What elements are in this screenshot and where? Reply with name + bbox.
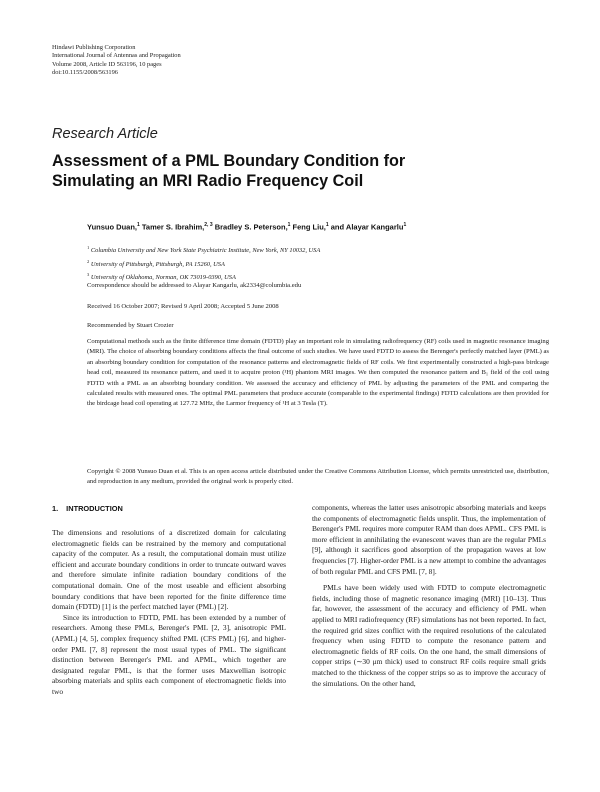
author-name: Alayar Kangarlu	[345, 222, 404, 232]
journal-line: International Journal of Antennas and Propagation	[52, 52, 181, 60]
correspondence: Correspondence should be addressed to Alayar Kangarlu, ak2334@columbia.edu	[87, 282, 302, 289]
author-affiliation-mark: 1	[137, 222, 140, 228]
section-title: INTRODUCTION	[66, 504, 123, 513]
author-name: Tamer S. Ibrahim,	[141, 222, 205, 232]
affiliation	[87, 243, 320, 257]
author-list	[87, 222, 406, 232]
author-affiliation-mark: 1	[403, 222, 407, 228]
body-column-left	[52, 528, 286, 698]
section-heading	[52, 504, 123, 513]
author-affiliation-mark: 1	[287, 222, 291, 228]
volume-line: Volume 2008, Article ID 563196, 10 pages	[52, 60, 162, 68]
affiliation-list	[87, 243, 320, 284]
received-dates: Received 16 October 2007; Revised 9 April 2008; Accepted 5 June 2008	[87, 303, 279, 310]
author-name: Yunsuo Duan,	[87, 222, 138, 232]
affiliation-mark: 1	[87, 245, 90, 250]
affiliation-mark: 2	[87, 258, 90, 264]
body-paragraph: Since its introduction to FDTD, PML has been extended by a number of researchers. Among these PMLs, Berenger's PML [2, 3], anisotropic PML (APML) [4, 5], complex frequency shifted PML (CFS PML) [6], and higher-order PML [7, 8] represent the most usual types of PML. The significant distinction between Berenger's PML and APML, which together are designated regular PML, is that the former uses Maxwellian isotropic absorbing materials and splits each component of electromagnetic fields into two	[52, 612, 286, 696]
abstract: Computational methods such as the finite difference time domain (FDTD) play an important role in simulating radiofrequency (RF) coils used in magnetic resonance imaging (MRI). The choice of absorbing boundary conditions affects the final outcome of such studies. We have used FDTD to assess the Berenger's perfectly matched layer (PML) as an absorbing boundary condition for computation of the resonance patterns and electromagnetic fields of RF coils. We first experimentally constructed a high-pass birdcage head coil, measured its resonance pattern, and used it to acquire proton (¹H) phantom MRI images. We then computed the resonance pattern and B₁ field of the coil using FDTD with a PML as an absorbing boundary condition. We assessed the accuracy and efficiency of PML by adjusting the parameters of the PML and comparing the calculated results with measured ones. The optimal PML parameters that produce accurate (comparable to the experimental findings) FDTD calculations are then provided for the birdcage head coil operating at 127.72 MHz, the Larmor frequency of ¹H at 3 Tesla (T).	[87, 338, 549, 408]
author-name: Bradley S. Peterson,	[214, 222, 288, 232]
body-paragraph: components, whereas the latter uses anisotropic absorbing materials and keeps the components of electromagnetic fields unsplit. Thus, the implementation of Berenger's PML requires more computer RAM than does APML. CFS PML is more efficient in annihilating the evanescent waves than are the regular PMLs [9], although it sacrifices good absorption of the propagation waves at low frequencies [7]. Higher-order PML is a new attempt to combine the advantages of both regular PML and CFS PML [7, 8].	[312, 503, 546, 576]
affiliation	[87, 257, 320, 271]
affiliation-text: University of Oklahoma, Norman, OK 73019-0390, USA	[90, 274, 236, 282]
title-line-2: Simulating an MRI Radio Frequency Coil	[52, 172, 364, 190]
publisher-line: Hindawi Publishing Corporation	[52, 44, 136, 51]
article-type: Research Article	[52, 126, 158, 142]
affiliation-text: University of Pittsburgh, Pittsburgh, PA 15260, USA	[90, 260, 225, 268]
section-number: 1.	[52, 504, 59, 513]
article-title	[52, 151, 532, 191]
affiliation-mark: 3	[87, 272, 90, 278]
author-affiliation-mark: 1	[325, 222, 329, 228]
body-column-right	[312, 503, 546, 689]
affiliation-text: Columbia University and New York State Psychiatric Institute, New York, NY 10032, USA	[90, 247, 321, 255]
journal-header	[52, 44, 181, 78]
recommended-by: Recommended by Stuart Crozier	[87, 322, 174, 329]
copyright-notice: Copyright © 2008 Yunsuo Duan et al. This is an open access article distributed under the Creative Commons Attribution License, which permits unrestricted use, distribution, and reproduction in any medium, provided the original work is properly cited.	[87, 468, 549, 486]
doi-line: doi:10.1155/2008/563196	[52, 69, 118, 77]
body-paragraph: The dimensions and resolutions of a discretized domain for calculating electromagnetic fields can be restrained by the memory and computational capacity of the computer. As a result, the computational domain must utilize efficient and accurate boundary conditions in order to truncate outward waves and therefore simulate infinite radiation boundary conditions of the computational domain. One of the most useable and efficient absorbing boundary conditions that have been reported for the finite difference time domain (FDTD) [1] is the perfect matched layer (PML) [2].	[52, 528, 286, 612]
author-name: Feng Liu,	[292, 222, 326, 232]
body-paragraph: PMLs have been widely used with FDTD to compute electromagnetic fields, including those of magnetic resonance imaging (MRI) [10–13]. Thus far, however, the assessment of the accuracy and efficiency of PML when applied to MRI radiofrequency (RF) simulations has not been reported. In fact, the required grid sizes conflict with the required resolutions of the calculated frequency when using FDTD to compute the resonance pattern and electromagnetic fields of RF coils. On the one hand, the small dimensions of copper strips (∼30 μm thick) used to construct RF coils require small grids matched to the thickness of the copper strips so as to improve the accuracy of the simulations. On the other hand,	[312, 583, 546, 688]
title-line-1: Assessment of a PML Boundary Condition for	[52, 152, 406, 170]
author-separator: and	[328, 222, 346, 232]
author-affiliation-mark: 2, 3	[204, 222, 213, 228]
